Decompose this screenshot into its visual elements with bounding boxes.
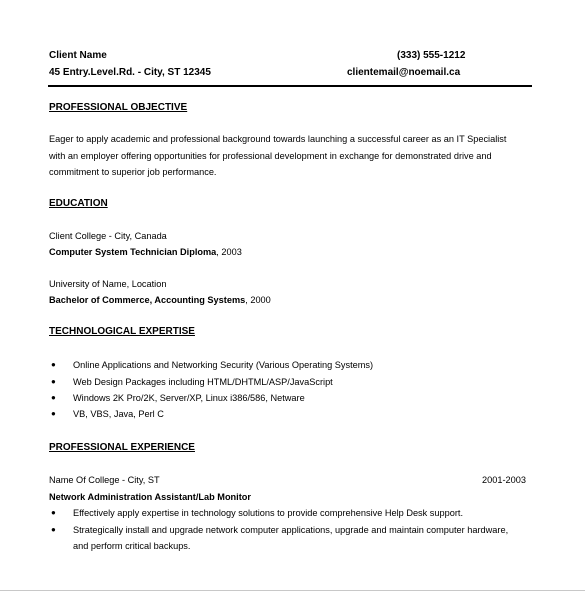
experience-dates: 2001-2003 bbox=[482, 475, 526, 485]
education-year-1: , 2003 bbox=[216, 247, 242, 257]
education-school-1: Client College - City, Canada bbox=[49, 231, 167, 241]
page-bottom-border bbox=[0, 590, 585, 591]
client-email: clientemail@noemail.ca bbox=[347, 67, 461, 78]
tech-item-2: Web Design Packages including HTML/DHTML/ASP/JavaScript bbox=[73, 377, 333, 387]
objective-line-3: commitment to superior job performance. bbox=[49, 167, 217, 177]
bullet-icon: ● bbox=[51, 360, 56, 369]
client-name: Client Name bbox=[49, 50, 107, 61]
experience-role: Network Administration Assistant/Lab Monitor bbox=[49, 492, 251, 502]
tech-item-1: Online Applications and Networking Security (Various Operating Systems) bbox=[73, 360, 374, 370]
education-title: EDUCATION bbox=[49, 198, 108, 209]
bullet-icon: ● bbox=[51, 393, 56, 402]
education-degree-1 bbox=[49, 244, 242, 261]
education-year-2: , 2000 bbox=[245, 295, 271, 305]
bullet-icon: ● bbox=[51, 508, 56, 517]
experience-title: PROFESSIONAL EXPERIENCE bbox=[49, 442, 195, 453]
experience-bullet-1: Effectively apply expertise in technology solutions to provide comprehensive Help Desk support. bbox=[73, 508, 463, 518]
bullet-icon: ● bbox=[51, 409, 56, 418]
objective-line-2: with an employer offering opportunities for professional development in exchange for demonstrated drive and bbox=[49, 151, 492, 161]
experience-employer: Name Of College - City, ST bbox=[49, 475, 160, 485]
education-degree-2 bbox=[49, 292, 271, 309]
objective-line-1: Eager to apply academic and professional background towards launching a successful career as an IT Specialist bbox=[49, 134, 507, 144]
header-divider bbox=[48, 85, 532, 87]
objective-title: PROFESSIONAL OBJECTIVE bbox=[49, 102, 188, 113]
tech-title: TECHNOLOGICAL EXPERTISE bbox=[49, 326, 195, 337]
tech-item-4: VB, VBS, Java, Perl C bbox=[73, 409, 164, 419]
tech-item-3: Windows 2K Pro/2K, Server/XP, Linux i386/586, Netware bbox=[73, 393, 305, 403]
bullet-icon: ● bbox=[51, 377, 56, 386]
education-degree-name-1: Computer System Technician Diploma bbox=[49, 247, 217, 257]
education-degree-name-2: Bachelor of Commerce, Accounting Systems bbox=[49, 295, 246, 305]
education-school-2: University of Name, Location bbox=[49, 279, 167, 289]
client-phone: (333) 555-1212 bbox=[397, 50, 466, 61]
bullet-icon: ● bbox=[51, 525, 56, 534]
experience-bullet-2-cont: and perform critical backups. bbox=[73, 541, 191, 551]
experience-bullet-2: Strategically install and upgrade network computer applications, upgrade and maintain computer hardware, bbox=[73, 525, 509, 535]
client-address: 45 Entry.Level.Rd. - City, ST 12345 bbox=[49, 67, 211, 78]
